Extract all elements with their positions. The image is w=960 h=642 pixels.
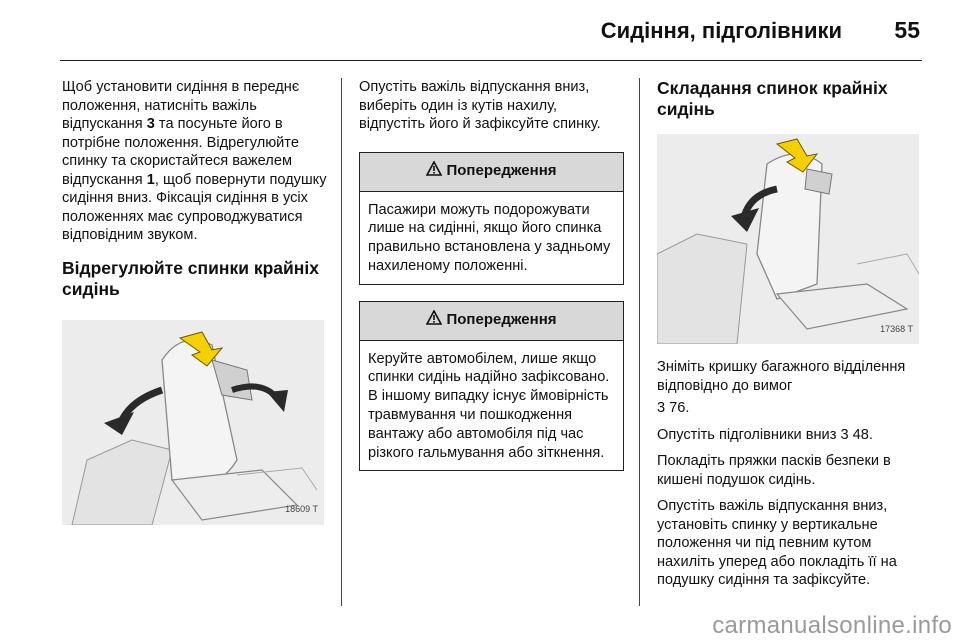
section-heading: Відрегулюйте спинки крайніх сидінь: [62, 257, 319, 299]
column-divider: [639, 78, 640, 606]
paragraph: Покладіть пряжки пасків безпеки в кишені подушок сидінь.: [657, 453, 891, 488]
paragraph: Зніміть кришку багажного відділення відповідно до вимог: [657, 359, 906, 394]
warning-header: [360, 302, 623, 341]
paragraph: Опустіть важіль відпускання вниз, виберіть один із кутів нахилу, відпустіть його й зафіксуйте спинку.: [359, 79, 601, 132]
figure-label: 18609 T: [285, 504, 318, 514]
column-right: [657, 78, 925, 598]
paragraph: Опустіть важіль відпускання вниз, установіть спинку у вертикальне положення чи під певним кутом нахиліть уперед або покладіть її на подушку сидіння та зафіксуйте.: [657, 498, 897, 588]
section-heading: Складання спинок крайніх сидінь: [657, 78, 888, 119]
warning-text: Пасажири можуть подорожувати лише на сидінні, якщо його спинка правильно встановлена у задньому нахиленому положенні.: [368, 201, 611, 274]
column-divider: [341, 78, 342, 606]
warning-title: Попередження: [446, 311, 557, 329]
seat-adjust-illustration: [62, 320, 324, 525]
warning-header: [360, 153, 623, 192]
warning-triangle-icon: [426, 161, 442, 182]
warning-box: [359, 301, 624, 472]
page-header: [0, 0, 960, 62]
cross-reference[interactable]: 3 48.: [840, 426, 873, 443]
paragraph: Щоб установити сидіння в переднє положення, натисніть важіль відпускання 3 та посуньте його в потрібне положення. Відрегулюйте спинку та скористайтеся важелем відпускання 1, щоб повернути подушку сидіння вниз. Фіксація сидіння в усіх положеннях має супроводжуватися відповідним звуком.: [62, 79, 327, 243]
page-number: 55: [894, 17, 920, 43]
warning-box: [359, 152, 624, 285]
fold-illustration-graphic: [657, 134, 919, 344]
figure-label: 17368 T: [880, 323, 913, 334]
warning-text: Керуйте автомобілем, лише якщо спинки сидінь надійно зафіксовано. В іншому випадку існує ймовірність травмування чи пошкодження вантажу або автомобіля під час різкого гальмування або зіткнення.: [368, 350, 610, 461]
paragraph: Опустіть підголівники вниз 3 48.: [657, 426, 873, 443]
warning-title: Попередження: [446, 162, 557, 180]
cross-reference[interactable]: 3 76.: [657, 400, 690, 416]
page-title: Сидіння, підголівники: [600, 18, 842, 43]
warning-triangle-icon: [426, 310, 442, 331]
seat-fold-illustration: [657, 134, 919, 344]
watermark: carmanualsonline.info: [712, 612, 952, 639]
column-middle: [359, 78, 624, 471]
header-divider: [60, 60, 922, 61]
column-left: [62, 78, 330, 525]
seat-illustration-graphic: [62, 320, 324, 525]
